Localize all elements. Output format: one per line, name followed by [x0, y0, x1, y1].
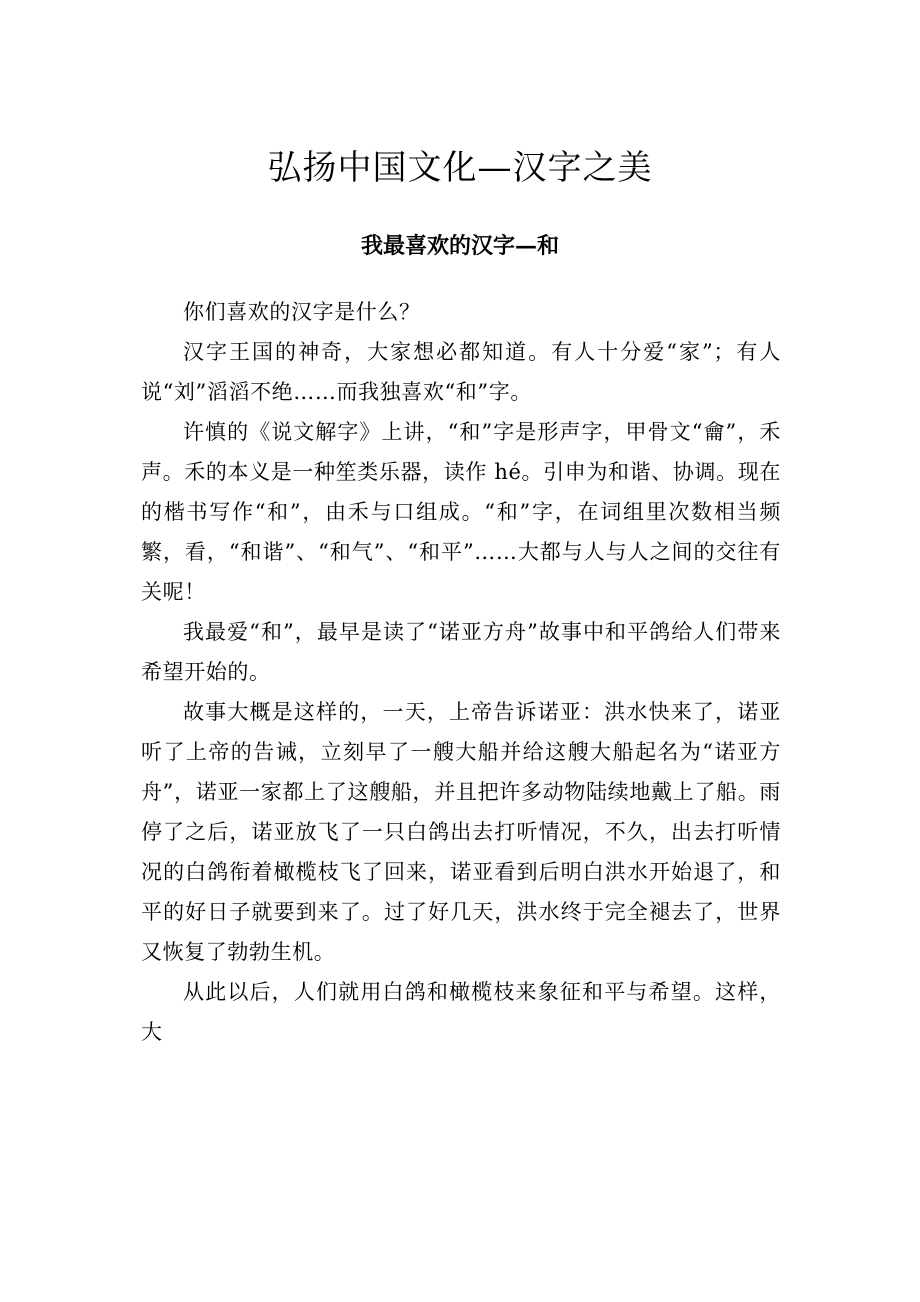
paragraph-intro: 汉字王国的神奇，大家想必都知道。有人十分爱“家”；有人说“刘”滔滔不绝……而我独喜欢“和”字。: [141, 340, 781, 404]
paragraph-story: 故事大概是这样的，一天，上帝告诉诺亚：洪水快来了，诺亚听了上帝的告诫，立刻早了一艘大船并给这艘大船起名为“诺亚方舟”，诺亚一家都上了这艘船，并且把许多动物陆续地戴上了船。雨停了之后，诺亚放飞了一只白鸽出去打听情况，不久，出去打听情况的白鸽衔着橄榄枝飞了回来，诺亚看到后明白洪水开始退了，和平的好日子就要到来了。过了好几天，洪水终于完全褪去了，世界又恢复了勃勃生机。: [141, 700, 781, 964]
section-subtitle: 我最喜欢的汉字—和: [360, 233, 559, 259]
paragraph-etymology: 许慎的《说文解字》上讲，“和”字是形声字，甲骨文“龠”，禾声。禾的本义是一种笙类乐器，读作 hé。引申为和谐、协调。现在的楷书写作“和”，由禾与口组成。“和”字，在词组里次数相当频繁，看，“和谐”、“和气”、“和平”……大都与人与人之间的交往有关呢！: [141, 420, 781, 604]
article-body: [141, 292, 781, 1052]
paragraph-conclusion: 从此以后，人们就用白鸽和橄榄枝来象征和平与希望。这样，大: [141, 980, 781, 1044]
paragraph-reason: 我最爱“和”，最早是读了“诺亚方舟”故事中和平鸽给人们带来希望开始的。: [141, 620, 781, 684]
page-title: 弘扬中国文化—汉字之美: [267, 148, 653, 188]
paragraph-question: 你们喜欢的汉字是什么？: [183, 300, 421, 324]
